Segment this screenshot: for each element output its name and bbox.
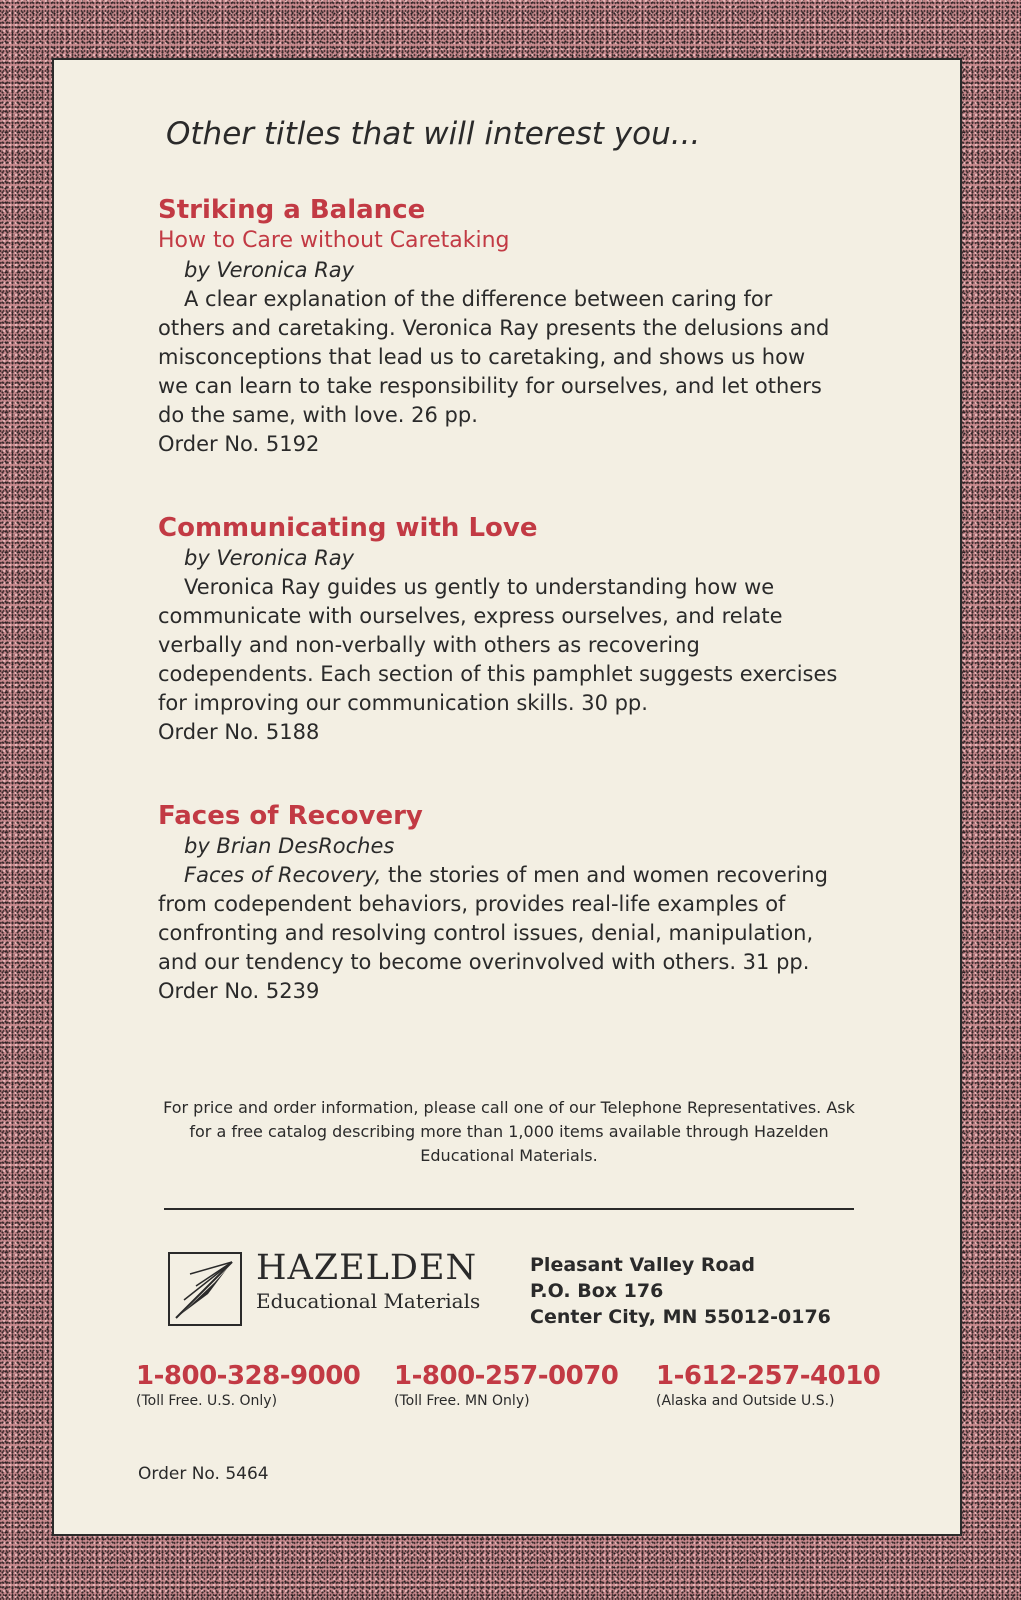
publisher-brand <box>256 1248 480 1314</box>
book-title: Faces of Recovery <box>158 801 423 831</box>
phone-number: 1-612-257-4010 <box>656 1361 881 1391</box>
book-order-number: Order No. 5192 <box>158 432 320 456</box>
back-cover-panel <box>52 58 962 1536</box>
publisher-subtitle: Educational Materials <box>256 1289 481 1313</box>
book-subtitle: How to Care without Caretaking <box>158 228 510 253</box>
book-title-inline: Faces of Recovery, <box>184 863 382 887</box>
divider <box>164 1208 854 1210</box>
publisher-address <box>530 1252 831 1330</box>
book-entry-faces-of-recovery <box>158 800 838 1006</box>
phone-note: (Alaska and Outside U.S.) <box>656 1393 835 1409</box>
publisher-name: HAZELDEN <box>256 1248 478 1288</box>
phone-note: (Toll Free. U.S. Only) <box>136 1393 278 1409</box>
book-description: A clear explanation of the difference between caring for others and caretaking. Veronica Ray presents the delusions and misconceptions that lead us to caretaking, and shows us how we can learn to take responsibility for ourselves, and let others do the same, with love. 26 pp. <box>158 287 830 427</box>
phone-toll-free-mn <box>394 1360 618 1410</box>
book-author: by Veronica Ray <box>184 258 355 282</box>
book-entry-communicating-with-love <box>158 512 838 747</box>
book-title: Striking a Balance <box>158 195 426 225</box>
phone-toll-free-us <box>136 1360 360 1410</box>
book-description: Veronica Ray guides us gently to understanding how we communicate with ourselves, express ourselves, and relate verbally and non-verbally with others as recovering codependents. Each section of this pamphlet suggests exercises for improving our communication skills. 30 pp. <box>158 575 838 715</box>
phone-number: 1-800-328-9000 <box>136 1361 361 1391</box>
order-info-text: For price and order information, please call one of our Telephone Representatives. Ask for a free catalog describing more than 1,000 items available through Hazelden Educational Materials. <box>163 1098 855 1165</box>
book-description <box>158 861 838 977</box>
page-heading: Other titles that will interest you... <box>166 116 701 152</box>
book-author: by Brian DesRoches <box>184 834 395 858</box>
phone-outside-us <box>656 1360 880 1410</box>
address-line: P.O. Box 176 <box>530 1280 664 1302</box>
book-entry-striking-a-balance <box>158 194 838 459</box>
book-order-number: Order No. 5188 <box>158 720 320 744</box>
book-order-number: Order No. 5239 <box>158 979 320 1003</box>
footer-order-number: Order No. 5464 <box>138 1464 269 1484</box>
address-line: Center City, MN 55012-0176 <box>530 1306 831 1328</box>
phone-number: 1-800-257-0070 <box>394 1361 619 1391</box>
phone-note: (Toll Free. MN Only) <box>394 1393 530 1409</box>
address-line: Pleasant Valley Road <box>530 1254 756 1276</box>
hazelden-logo-icon <box>168 1252 242 1326</box>
book-title: Communicating with Love <box>158 513 538 543</box>
book-description-text: the stories of men and women recovering from codependent behaviors, provides real-life examples of confronting and resolving control issues, denial, manipulation, and our tendency to become overinvolved with others. 31 pp. <box>158 863 828 974</box>
book-author: by Veronica Ray <box>184 546 355 570</box>
